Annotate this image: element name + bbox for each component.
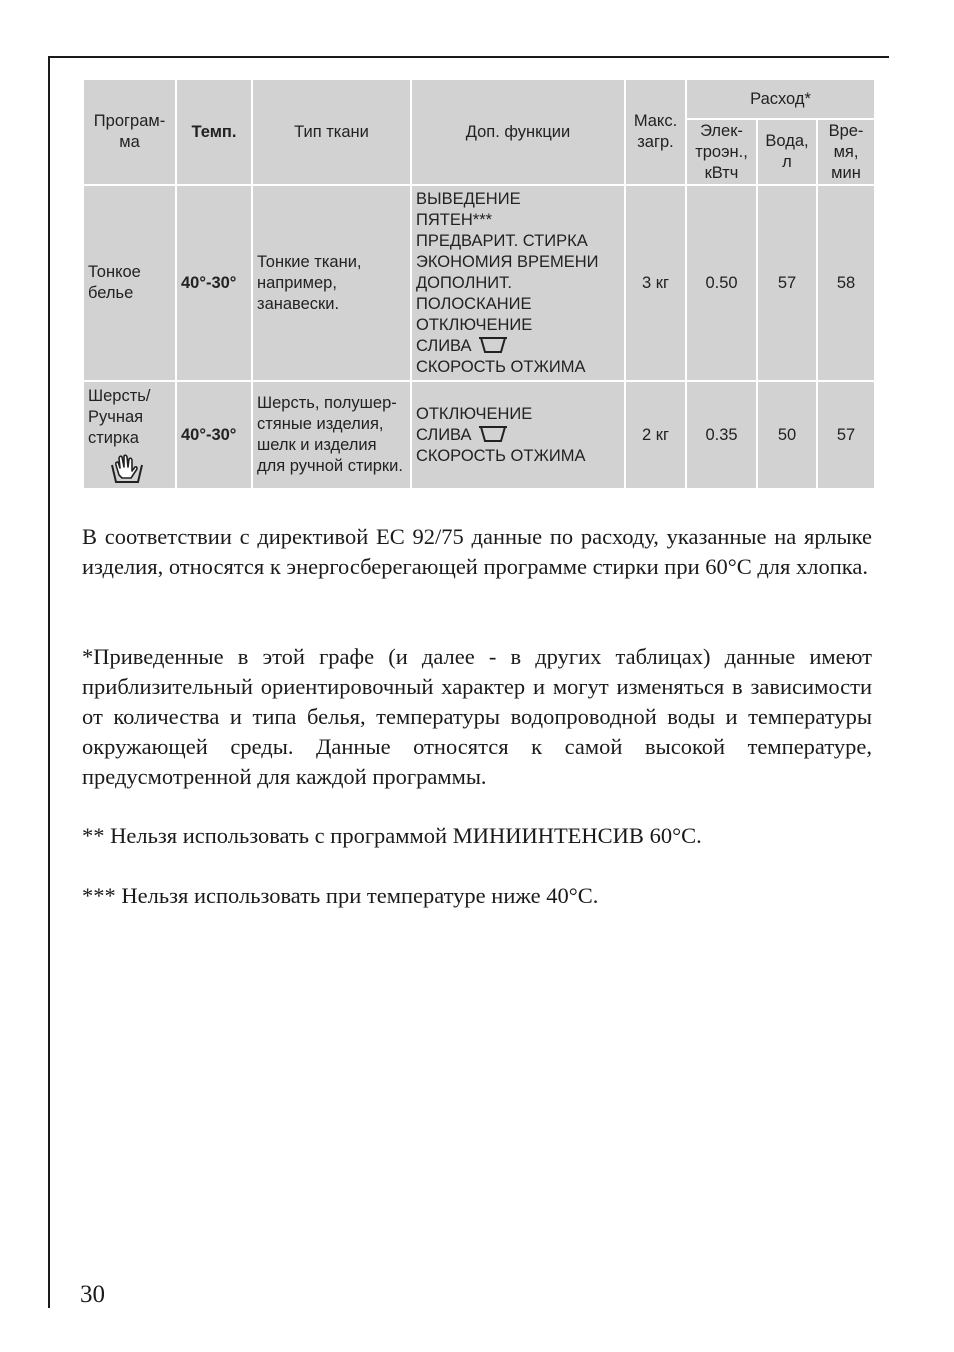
program-name-cell [83,381,176,489]
option-line: ОТКЛЮЧЕНИЕ [416,315,533,334]
option-line: ПОЛОСКАНИЕ [416,294,532,313]
directive-paragraph: В соответствии с директивой ЕС 92/75 данные по расходу, указанные на ярлыке изделия, относятся к энергосберегающей программе стирки при 60°С для хлопка. [82,524,872,579]
header-time: Вре-мя, мин [817,119,875,185]
table-row [83,381,875,489]
max-load: 2 кг [625,381,686,489]
program-table [82,78,876,490]
page-number: 30 [80,1281,105,1308]
option-line: ДОПОЛНИТ. [416,273,512,292]
option-line: ПРЕДВАРИТ. СТИРКА [416,231,588,250]
water-value: 50 [757,381,817,489]
temperature: 40°-30° [176,185,252,381]
footnote-triple-star: *** Нельзя использовать при температуре ниже 40°С. [82,883,599,908]
option-line [416,336,620,357]
options-cell [411,185,625,381]
water-value: 57 [757,185,817,381]
header-temp: Темп. [176,79,252,185]
hand-wash-icon [110,453,144,485]
drain-tub-icon [478,336,508,354]
temperature: 40°-30° [176,381,252,489]
max-load: 3 кг [625,185,686,381]
footnote-single-star: *Приведенные в этой графе (и далее - в других таблицах) данные имеют приблизительный ориентировочный характер и могут изменяться в зависимости от количества и типа белья, температуры водопроводной воды и температуры окружающей среды. Данные относятся к самой высокой температуре, предусмотренной для каждой программы. [82,644,872,789]
header-energy: Элек-троэн., кВтч [686,119,757,185]
header-program: Програм-ма [83,79,176,185]
option-line: ПЯТЕН*** [416,210,493,229]
option-line: СКОРОСТЬ ОТЖИМА [416,357,586,376]
table-row [83,185,875,381]
drain-label: СЛИВА [416,425,472,444]
header-fabric: Тип ткани [252,79,411,185]
fabric-type: Тонкие ткани, например, занавески. [252,185,411,381]
header-consumption: Расход* [686,79,875,119]
time-value: 57 [817,381,875,489]
header-max-load: Макс. загр. [625,79,686,185]
header-options: Доп. функции [411,79,625,185]
page-frame-left-rule [48,56,50,1308]
energy-value: 0.35 [686,381,757,489]
page-frame-top-rule [48,56,889,58]
fabric-type: Шерсть, полушер-стяные изделия, шелк и изделия для ручной стирки. [252,381,411,489]
option-line [416,425,620,446]
option-line: ОТКЛЮЧЕНИЕ [416,404,533,423]
energy-value: 0.50 [686,185,757,381]
footnote-double-star: ** Нельзя использовать с программой МИНИИНТЕНСИВ 60°С. [82,823,702,848]
option-line: ВЫВЕДЕНИЕ [416,189,521,208]
drain-label: СЛИВА [416,336,472,355]
header-water: Вода, л [757,119,817,185]
options-cell [411,381,625,489]
program-name: Тонкое белье [83,185,176,381]
option-line: ЭКОНОМИЯ ВРЕМЕНИ [416,252,599,271]
time-value: 58 [817,185,875,381]
option-line: СКОРОСТЬ ОТЖИМА [416,446,586,465]
program-name: Шерсть/ Ручная стирка [88,386,151,447]
drain-tub-icon [478,425,508,443]
